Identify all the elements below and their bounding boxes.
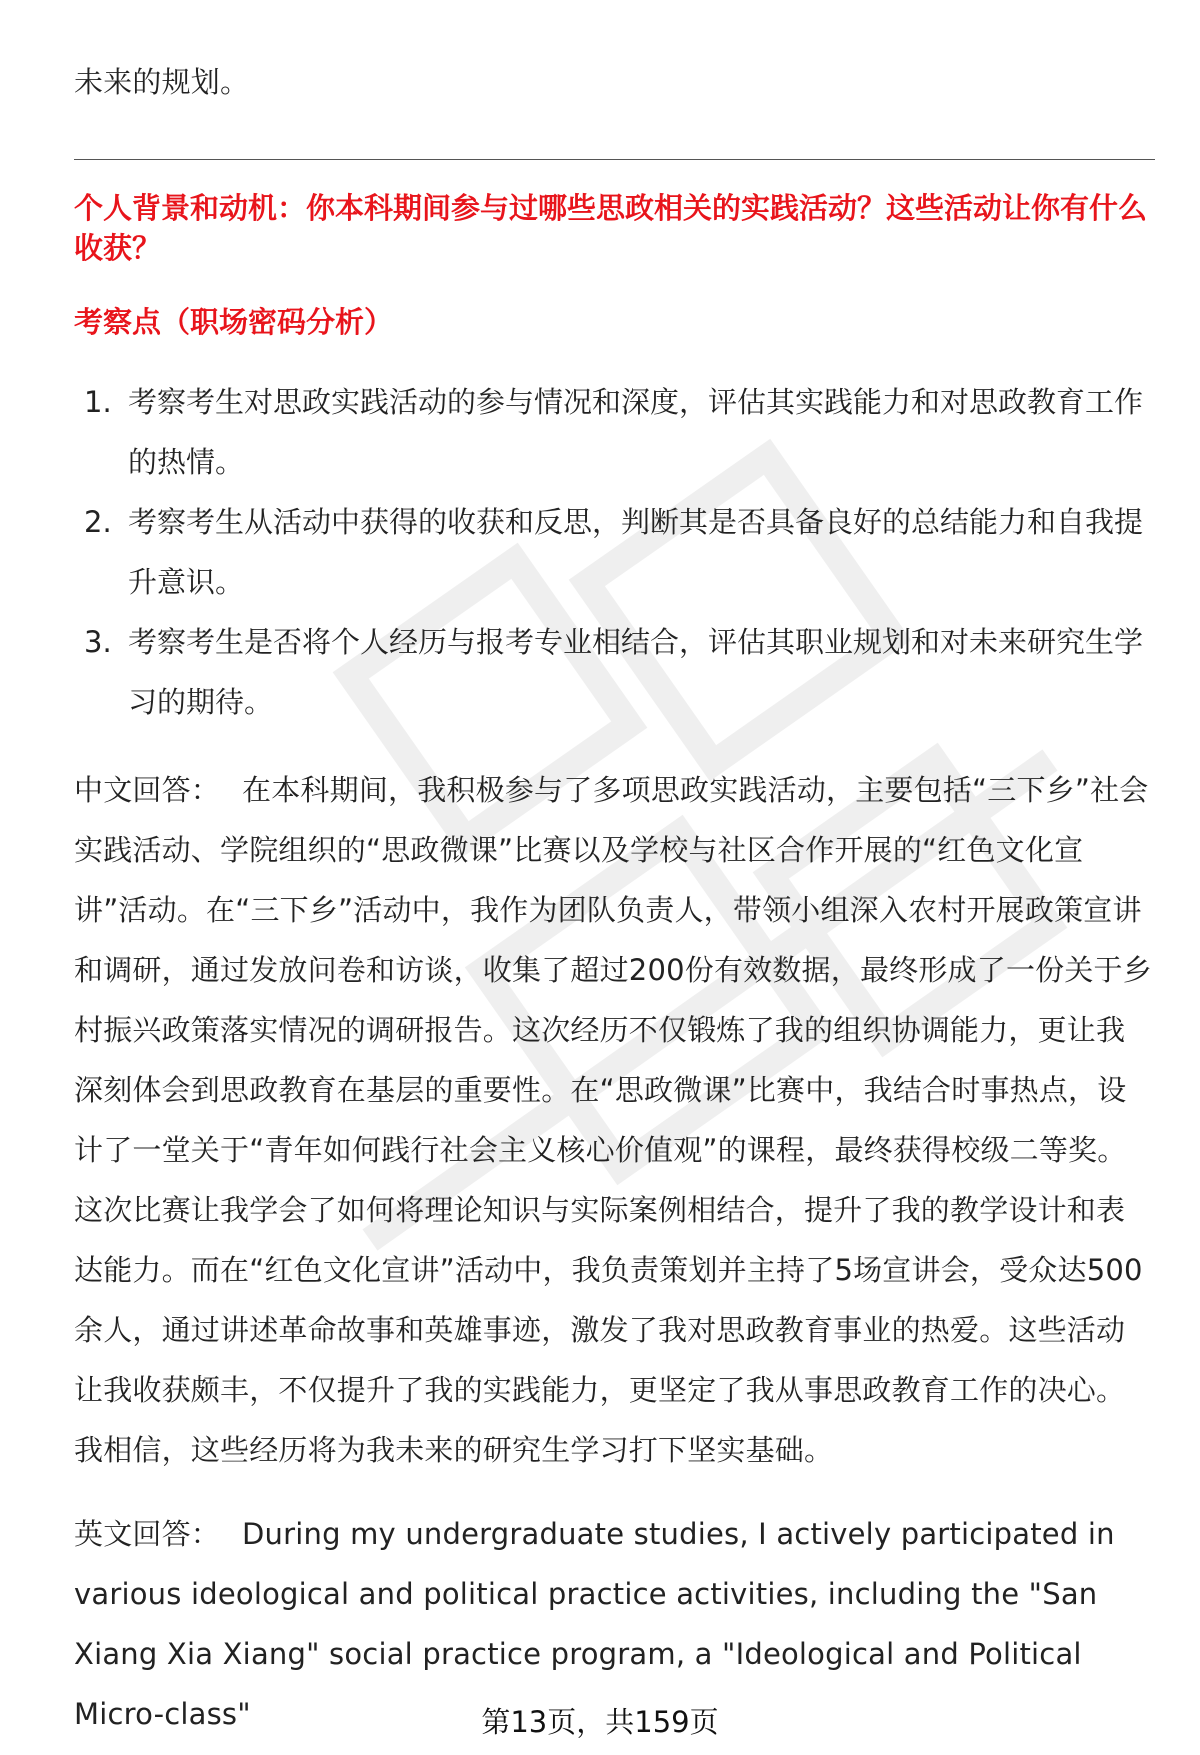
english-answer-label: 英文回答： — [74, 1517, 221, 1551]
point-text: 考察考生是否将个人经历与报考专业相结合，评估其职业规划和对未来研究生学习的期待。 — [128, 625, 1144, 719]
analysis-points-list — [74, 372, 1154, 732]
point-number: 1. — [84, 385, 112, 419]
chinese-answer-label: 中文回答： — [74, 773, 221, 807]
analysis-point — [74, 372, 1154, 492]
chinese-answer — [74, 760, 1154, 1480]
point-number: 2. — [84, 505, 112, 539]
analysis-point — [74, 492, 1154, 612]
analysis-heading: 考察点（职场密码分析） — [74, 305, 394, 339]
point-number: 3. — [84, 625, 112, 659]
interview-question: 个人背景和动机：你本科期间参与过哪些思政相关的实践活动？这些活动让你有什么收获？ — [74, 191, 1148, 265]
english-answer-text: During my undergraduate studies, I actively participated in various ideological and political practice activities, including the "San Xiang Xia Xiang" social practice program, a "Ideological and Political Micro-class" — [74, 1517, 1115, 1731]
previous-paragraph-ending: 未来的规划。 — [74, 65, 250, 99]
analysis-point — [74, 612, 1154, 732]
page-number-footer: 第13页，共159页 — [481, 1705, 719, 1739]
point-text: 考察考生对思政实践活动的参与情况和深度，评估其实践能力和对思政教育工作的热情。 — [128, 385, 1144, 479]
section-divider — [74, 159, 1155, 160]
chinese-answer-text: 在本科期间，我积极参与了多项思政实践活动，主要包括“三下乡”社会实践活动、学院组织的“思政微课”比赛以及学校与社区合作开展的“红色文化宣讲”活动。在“三下乡”活动中，我作为团队负责人，带领小组深入农村开展政策宣讲和调研，通过发放问卷和访谈，收集了超过200份有效数据，最终形成了一份关于乡村振兴政策落实情况的调研报告。这次经历不仅锻炼了我的组织协调能力，更让我深刻体会到思政教育在基层的重要性。在“思政微课”比赛中，我结合时事热点，设计了一堂关于“青年如何践行社会主义核心价值观”的课程，最终获得校级二等奖。这次比赛让我学会了如何将理论知识与实际案例相结合，提升了我的教学设计和表达能力。而在“红色文化宣讲”活动中，我负责策划并主持了5场宣讲会，受众达500余人，通过讲述革命故事和英雄事迹，激发了我对思政教育事业的热爱。这些活动让我收获颇丰，不仅提升了我的实践能力，更坚定了我从事思政教育工作的决心。我相信，这些经历将为我未来的研究生学习打下坚实基础。 — [74, 773, 1152, 1467]
point-text: 考察考生从活动中获得的收获和反思，判断其是否具备良好的总结能力和自我提升意识。 — [128, 505, 1144, 599]
